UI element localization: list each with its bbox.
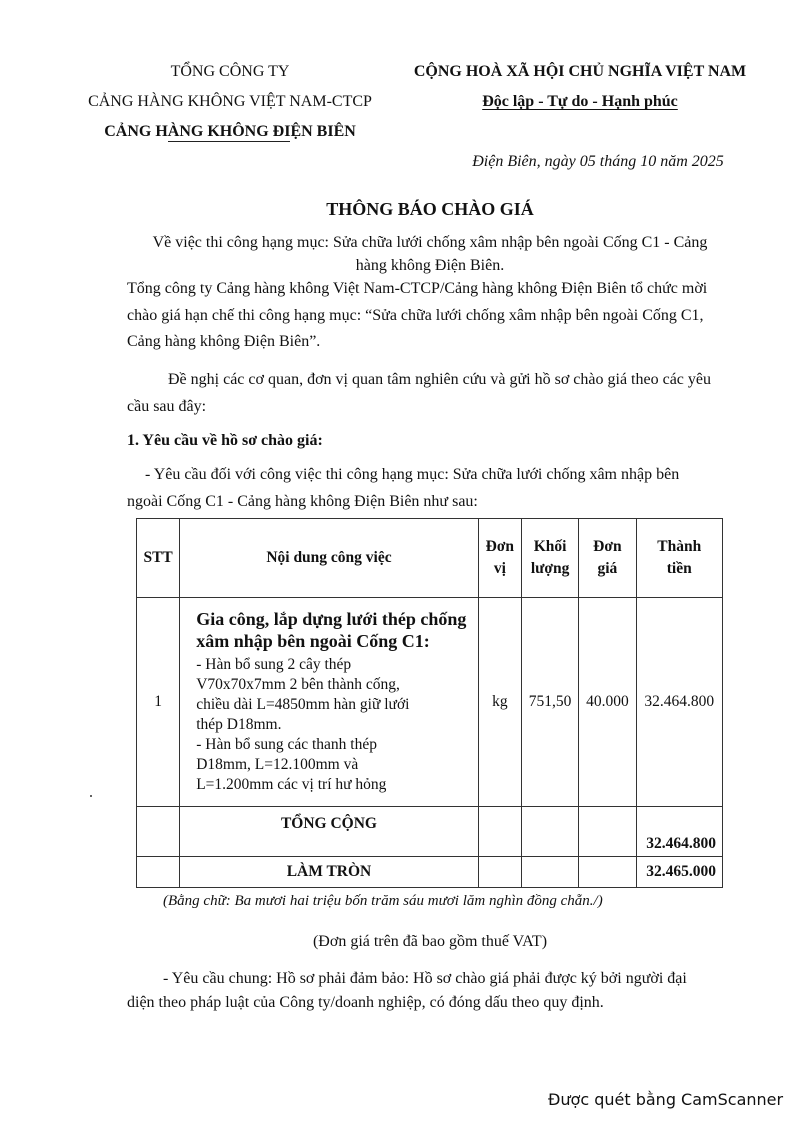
document-title: THÔNG BÁO CHÀO GIÁ — [326, 199, 534, 219]
header-total-l1: Thành — [657, 538, 702, 555]
requirement-line-1: - Yêu cầu đối với công việc thi công hạng mục: Sửa chữa lưới chống xâm nhập bên — [145, 466, 680, 483]
cell-content — [180, 598, 479, 807]
request-line-2: cầu sau đây: — [127, 398, 207, 415]
intro-line-1: Tổng công ty Cảng hàng không Việt Nam-CTCP/Cảng hàng không Điện Biên tổ chức mời — [127, 280, 708, 297]
sum-price-empty — [579, 807, 636, 857]
intro-line-3: Cảng hàng không Điện Biên”. — [127, 333, 321, 350]
subject-line-2: hàng không Điện Biên. — [355, 257, 505, 274]
desc-line: chiều dài L=4850mm hàn giữ lưới — [196, 695, 410, 713]
header-total-l2: tiền — [666, 560, 692, 577]
header-unit-l2: vị — [493, 560, 506, 577]
desc-line: V70x70x7mm 2 bên thành cống, — [196, 675, 400, 693]
org-parent-line1: TỔNG CÔNG TY — [170, 63, 290, 80]
amount-in-words: (Bằng chữ: Ba mươi hai triệu bốn trăm sáu mươi lăm nghìn đồng chẵn./) — [163, 893, 603, 909]
item-title: Gia công, lắp dựng lưới thép chống xâm nhập bên ngoài Cống C1: — [196, 608, 467, 651]
table-sum-row — [137, 807, 723, 857]
request-line-1: Đề nghị các cơ quan, đơn vị quan tâm nghiên cứu và gửi hồ sơ chào giá theo các yêu — [168, 371, 711, 388]
cell-unit: kg — [478, 598, 521, 807]
header-price-l1: Đơn — [593, 538, 622, 555]
desc-line: D18mm, L=12.100mm và — [196, 755, 359, 773]
cell-stt: 1 — [137, 598, 180, 807]
round-value: 32.465.000 — [636, 857, 722, 888]
cell-price: 40.000 — [579, 598, 636, 807]
desc-line: thép D18mm. — [196, 715, 282, 733]
sum-label: TỔNG CỘNG — [180, 807, 479, 857]
desc-line: L=1.200mm các vị trí hư hỏng — [196, 775, 387, 793]
sum-value: 32.464.800 — [636, 807, 722, 857]
cell-total: 32.464.800 — [636, 598, 722, 807]
table-row — [137, 598, 723, 807]
motto-text: Độc lập - Tự do - Hạnh phúc — [482, 93, 678, 110]
header-qty-l1: Khối — [533, 538, 567, 555]
org-unit-suffix: ỆN BIÊN — [290, 123, 356, 140]
national-title: CỘNG HOÀ XÃ HỘI CHỦ NGHĨA VIỆT NAM — [413, 63, 747, 80]
place-date: Điện Biên, ngày 05 tháng 10 năm 2025 — [472, 153, 724, 170]
header-price — [579, 519, 636, 598]
vat-note: (Đơn giá trên đã bao gồm thuế VAT) — [312, 933, 548, 950]
sum-qty-empty — [521, 807, 578, 857]
item-description — [196, 655, 474, 795]
table-header-row — [137, 519, 723, 598]
header-total — [636, 519, 722, 598]
desc-line: - Hàn bổ sung 2 cây thép — [196, 655, 352, 673]
round-stt-empty — [137, 857, 180, 888]
header-stt: STT — [137, 519, 180, 598]
sum-unit-empty — [478, 807, 521, 857]
requirement-line-2: ngoài Cống C1 - Cảng hàng không Điện Biên như sau: — [127, 493, 478, 510]
scan-artifact — [90, 795, 92, 797]
header-qty-l2: lượng — [530, 560, 570, 577]
round-qty-empty — [521, 857, 578, 888]
round-unit-empty — [478, 857, 521, 888]
org-unit-prefix: CẢNG H — [104, 123, 168, 140]
general-requirement-line-1: - Yêu cầu chung: Hồ sơ phải đảm bảo: Hồ sơ chào giá phải được ký bởi người đại — [163, 970, 687, 987]
table-round-row — [137, 857, 723, 888]
general-requirement-line-2: diện theo pháp luật của Công ty/doanh nghiệp, có đóng dấu theo quy định. — [127, 994, 604, 1011]
cell-qty: 751,50 — [521, 598, 578, 807]
header-content: Nội dung công việc — [180, 519, 479, 598]
camscanner-watermark: Được quét bằng CamScanner — [548, 1090, 784, 1109]
header-price-l2: giá — [597, 560, 618, 577]
round-label: LÀM TRÒN — [180, 857, 479, 888]
intro-line-2: chào giá hạn chế thi công hạng mục: “Sửa chữa lưới chống xâm nhập bên ngoài Cống C1, — [127, 307, 704, 324]
round-price-empty — [579, 857, 636, 888]
section-1-heading: 1. Yêu cầu về hồ sơ chào giá: — [127, 432, 323, 449]
national-motto — [380, 93, 780, 111]
org-unit-name — [60, 123, 400, 141]
org-parent-line2: CẢNG HÀNG KHÔNG VIỆT NAM-CTCP — [88, 93, 372, 110]
subject-line-1: Về việc thi công hạng mục: Sửa chữa lưới chống xâm nhập bên ngoài Cống C1 - Cảng — [152, 234, 708, 251]
quotation-table — [136, 518, 723, 888]
header-qty — [521, 519, 578, 598]
org-unit-underlined: ÀNG KHÔNG ĐI — [167, 123, 291, 140]
sum-stt-empty — [137, 807, 180, 857]
desc-line: - Hàn bổ sung các thanh thép — [196, 735, 377, 753]
header-unit — [478, 519, 521, 598]
header-unit-l1: Đơn — [485, 538, 515, 555]
